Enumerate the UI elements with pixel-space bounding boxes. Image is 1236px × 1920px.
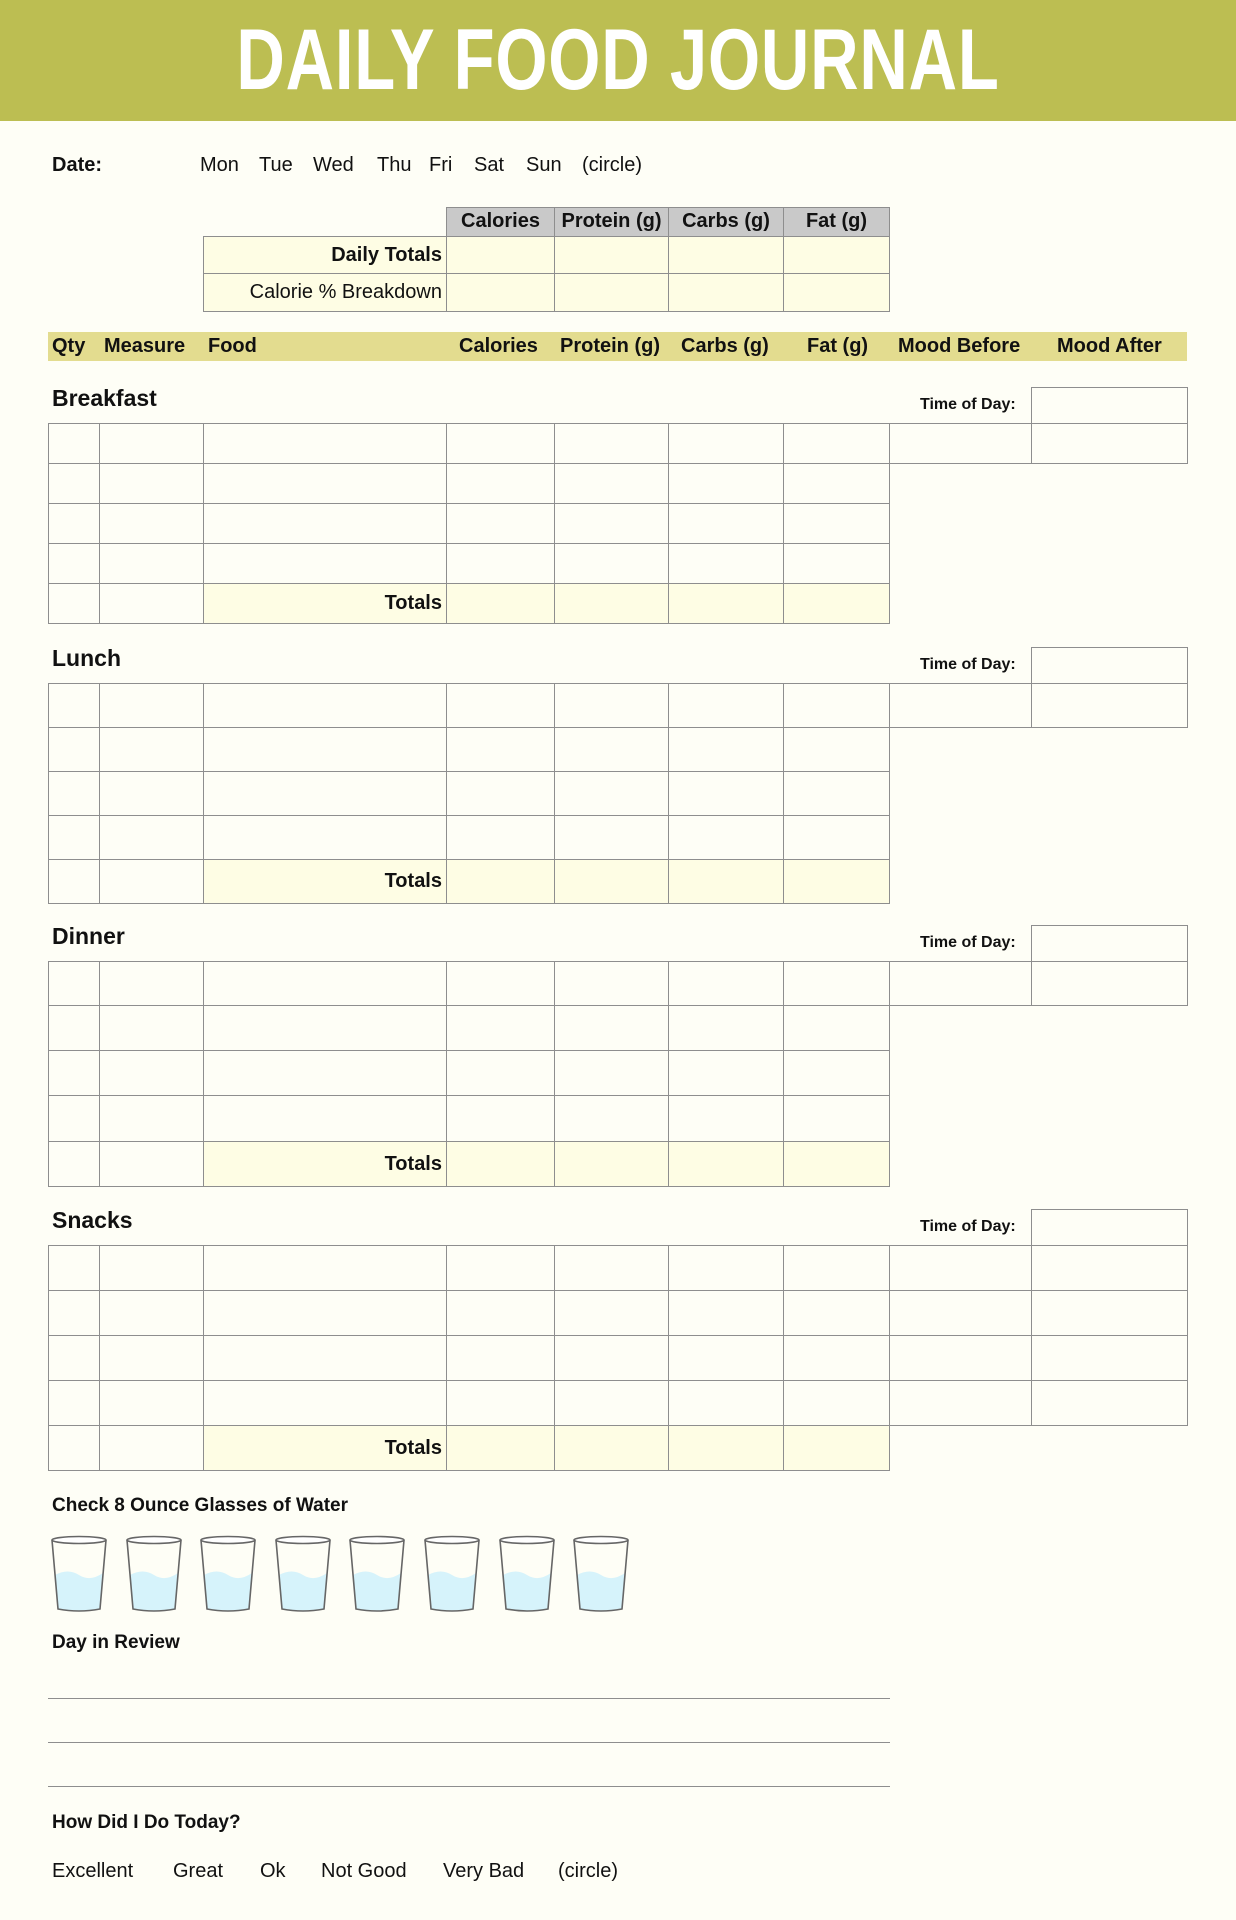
table-cell[interactable] xyxy=(99,771,204,816)
col-qty: Qty xyxy=(52,335,86,357)
totals-cell[interactable] xyxy=(783,1425,890,1471)
table-cell[interactable] xyxy=(668,503,784,544)
totals-cell[interactable] xyxy=(668,859,784,904)
table-cell[interactable] xyxy=(668,1290,784,1336)
table-cell[interactable] xyxy=(889,1245,1032,1291)
summary-row-daily-totals xyxy=(203,236,447,274)
table-cell[interactable] xyxy=(1031,1290,1188,1336)
table-cell[interactable] xyxy=(1031,1245,1188,1291)
table-cell[interactable] xyxy=(48,543,100,584)
table-cell[interactable] xyxy=(668,961,784,1006)
review-line[interactable] xyxy=(48,1698,890,1699)
table-cell[interactable] xyxy=(668,1335,784,1381)
table-cell[interactable] xyxy=(446,423,555,464)
water-glass-icon[interactable] xyxy=(498,1535,556,1613)
table-cell[interactable] xyxy=(889,1290,1032,1336)
table-cell[interactable] xyxy=(446,543,555,584)
rating-circle-note: (circle) xyxy=(558,1860,618,1882)
table-cell[interactable] xyxy=(446,503,555,544)
table-cell[interactable] xyxy=(99,503,204,544)
water-glass-icon[interactable] xyxy=(274,1535,332,1613)
totals-cell[interactable] xyxy=(783,1141,890,1187)
table-cell[interactable] xyxy=(99,1095,204,1142)
summary-cell-calorie-breakdown-carbs[interactable] xyxy=(668,273,784,312)
table-cell[interactable] xyxy=(99,1380,204,1426)
totals-cell[interactable] xyxy=(48,1141,100,1187)
time-of-day-input[interactable] xyxy=(1031,1209,1188,1246)
table-cell[interactable] xyxy=(446,1095,555,1142)
table-cell[interactable] xyxy=(99,1245,204,1291)
table-cell[interactable] xyxy=(48,423,100,464)
water-glass-icon[interactable] xyxy=(199,1535,257,1613)
totals-cell[interactable] xyxy=(48,859,100,904)
col-mood-before: Mood Before xyxy=(898,335,1021,357)
col-carbs: Carbs (g) xyxy=(681,335,769,357)
table-cell[interactable] xyxy=(554,1335,669,1381)
summary-cell-calorie-breakdown-fat[interactable] xyxy=(783,273,890,312)
summary-header-protein: Protein (g) xyxy=(554,207,669,237)
day-tue[interactable]: Tue xyxy=(259,154,293,176)
table-cell[interactable] xyxy=(1031,683,1188,728)
table-cell[interactable] xyxy=(203,1380,447,1426)
totals-label: Totals xyxy=(384,592,442,614)
review-line[interactable] xyxy=(48,1786,890,1787)
table-cell[interactable] xyxy=(554,683,669,728)
table-cell[interactable] xyxy=(446,683,555,728)
title-banner xyxy=(0,0,1236,121)
table-cell[interactable] xyxy=(99,815,204,860)
day-mon[interactable]: Mon xyxy=(200,154,239,176)
water-glass-icon[interactable] xyxy=(348,1535,406,1613)
table-cell[interactable] xyxy=(48,463,100,504)
table-cell[interactable] xyxy=(668,683,784,728)
table-cell[interactable] xyxy=(668,727,784,772)
summary-cell-daily-totals-carbs[interactable] xyxy=(668,236,784,274)
table-cell[interactable] xyxy=(446,771,555,816)
totals-cell[interactable] xyxy=(668,1425,784,1471)
totals-cell[interactable] xyxy=(668,1141,784,1187)
table-cell[interactable] xyxy=(446,727,555,772)
summary-row-label: Calorie % Breakdown xyxy=(249,281,442,303)
day-fri[interactable]: Fri xyxy=(429,154,453,176)
col-protein: Protein (g) xyxy=(560,335,660,357)
table-cell[interactable] xyxy=(889,961,1032,1006)
totals-cell[interactable] xyxy=(783,859,890,904)
table-cell[interactable] xyxy=(203,1290,447,1336)
water-glass-icon[interactable] xyxy=(572,1535,630,1613)
table-cell[interactable] xyxy=(446,1005,555,1051)
table-cell[interactable] xyxy=(889,423,1032,464)
totals-cell[interactable] xyxy=(446,1425,555,1471)
table-cell[interactable] xyxy=(668,1380,784,1426)
table-cell[interactable] xyxy=(203,503,447,544)
totals-cell[interactable] xyxy=(446,583,555,624)
totals-label-cell xyxy=(203,583,447,624)
summary-row-label: Daily Totals xyxy=(331,244,442,266)
table-cell[interactable] xyxy=(48,1050,100,1096)
time-of-day-input[interactable] xyxy=(1031,387,1188,424)
table-cell[interactable] xyxy=(99,463,204,504)
table-cell[interactable] xyxy=(783,463,890,504)
table-cell[interactable] xyxy=(554,1380,669,1426)
table-cell[interactable] xyxy=(99,423,204,464)
table-cell[interactable] xyxy=(203,1095,447,1142)
table-cell[interactable] xyxy=(554,423,669,464)
table-cell[interactable] xyxy=(48,771,100,816)
table-cell[interactable] xyxy=(783,961,890,1006)
table-cell[interactable] xyxy=(48,961,100,1006)
time-of-day-input[interactable] xyxy=(1031,647,1188,684)
table-cell[interactable] xyxy=(668,1095,784,1142)
column-header-bar xyxy=(48,332,1187,361)
summary-cell-daily-totals-fat[interactable] xyxy=(783,236,890,274)
table-cell[interactable] xyxy=(783,1245,890,1291)
review-label: Day in Review xyxy=(52,1632,180,1653)
totals-cell[interactable] xyxy=(554,583,669,624)
table-cell[interactable] xyxy=(668,1050,784,1096)
totals-cell[interactable] xyxy=(99,583,204,624)
table-cell[interactable] xyxy=(1031,423,1188,464)
col-fat: Fat (g) xyxy=(807,335,869,357)
table-cell[interactable] xyxy=(554,1095,669,1142)
table-cell[interactable] xyxy=(1031,961,1188,1006)
table-cell[interactable] xyxy=(554,771,669,816)
rating-not-good[interactable]: Not Good xyxy=(321,1860,407,1882)
table-cell[interactable] xyxy=(668,771,784,816)
day-thu[interactable]: Thu xyxy=(377,154,412,176)
summary-cell-daily-totals-calories[interactable] xyxy=(446,236,555,274)
table-cell[interactable] xyxy=(554,1290,669,1336)
table-cell[interactable] xyxy=(446,1335,555,1381)
water-glass-icon[interactable] xyxy=(50,1535,108,1613)
totals-cell[interactable] xyxy=(446,1141,555,1187)
table-cell[interactable] xyxy=(99,683,204,728)
table-cell[interactable] xyxy=(48,1095,100,1142)
table-cell[interactable] xyxy=(99,1005,204,1051)
table-cell[interactable] xyxy=(446,1290,555,1336)
totals-label: Totals xyxy=(384,870,442,892)
table-cell[interactable] xyxy=(783,543,890,584)
meal-title-snacks: Snacks xyxy=(52,1207,133,1233)
totals-label-cell xyxy=(203,1425,447,1471)
day-sat[interactable]: Sat xyxy=(474,154,505,176)
table-cell[interactable] xyxy=(668,815,784,860)
summary-cell-calorie-breakdown-protein[interactable] xyxy=(554,273,669,312)
totals-label-cell xyxy=(203,859,447,904)
time-of-day-input[interactable] xyxy=(1031,925,1188,962)
table-cell[interactable] xyxy=(203,543,447,584)
table-cell[interactable] xyxy=(783,1380,890,1426)
table-cell[interactable] xyxy=(1031,1335,1188,1381)
table-cell[interactable] xyxy=(48,683,100,728)
table-cell[interactable] xyxy=(203,1245,447,1291)
table-cell[interactable] xyxy=(203,1005,447,1051)
rating-label: How Did I Do Today? xyxy=(52,1812,241,1833)
table-cell[interactable] xyxy=(203,727,447,772)
table-cell[interactable] xyxy=(48,815,100,860)
table-cell[interactable] xyxy=(668,1005,784,1051)
summary-header-carbs: Carbs (g) xyxy=(668,207,784,237)
table-cell[interactable] xyxy=(446,1380,555,1426)
table-cell[interactable] xyxy=(203,815,447,860)
time-of-day-label: Time of Day: xyxy=(920,396,1016,413)
water-glass-icon[interactable] xyxy=(125,1535,183,1613)
totals-cell[interactable] xyxy=(668,583,784,624)
table-cell[interactable] xyxy=(48,1380,100,1426)
totals-cell[interactable] xyxy=(99,1141,204,1187)
col-food: Food xyxy=(208,335,257,357)
table-cell[interactable] xyxy=(554,727,669,772)
table-cell[interactable] xyxy=(554,961,669,1006)
table-cell[interactable] xyxy=(99,727,204,772)
table-cell[interactable] xyxy=(668,543,784,584)
page-title: DAILY FOOD JOURNAL xyxy=(236,12,1000,108)
day-sun[interactable]: Sun xyxy=(526,154,562,176)
rating-great[interactable]: Great xyxy=(173,1860,224,1882)
table-cell[interactable] xyxy=(783,683,890,728)
table-cell[interactable] xyxy=(554,463,669,504)
table-cell[interactable] xyxy=(203,1335,447,1381)
totals-cell[interactable] xyxy=(783,583,890,624)
table-cell[interactable] xyxy=(203,423,447,464)
meal-title-lunch: Lunch xyxy=(52,645,121,671)
totals-label: Totals xyxy=(384,1153,442,1175)
table-cell[interactable] xyxy=(783,1050,890,1096)
table-cell[interactable] xyxy=(446,1245,555,1291)
table-cell[interactable] xyxy=(48,1005,100,1051)
meal-title-breakfast: Breakfast xyxy=(52,385,157,411)
table-cell[interactable] xyxy=(889,1335,1032,1381)
table-cell[interactable] xyxy=(668,463,784,504)
totals-cell[interactable] xyxy=(554,859,669,904)
table-cell[interactable] xyxy=(99,1335,204,1381)
totals-label: Totals xyxy=(384,1437,442,1459)
table-cell[interactable] xyxy=(783,1335,890,1381)
rating-excellent[interactable]: Excellent xyxy=(52,1860,134,1882)
table-cell[interactable] xyxy=(446,961,555,1006)
summary-header-calories: Calories xyxy=(446,207,555,237)
totals-cell[interactable] xyxy=(554,1425,669,1471)
totals-cell[interactable] xyxy=(48,1425,100,1471)
table-cell[interactable] xyxy=(889,683,1032,728)
totals-cell[interactable] xyxy=(99,859,204,904)
day-wed[interactable]: Wed xyxy=(313,154,354,176)
table-cell[interactable] xyxy=(99,543,204,584)
table-cell[interactable] xyxy=(668,423,784,464)
table-cell[interactable] xyxy=(554,815,669,860)
col-calories: Calories xyxy=(459,335,538,357)
time-of-day-label: Time of Day: xyxy=(920,934,1016,951)
totals-cell[interactable] xyxy=(48,583,100,624)
table-cell[interactable] xyxy=(99,961,204,1006)
table-cell[interactable] xyxy=(783,503,890,544)
table-cell[interactable] xyxy=(783,423,890,464)
review-line[interactable] xyxy=(48,1742,890,1743)
time-of-day-label: Time of Day: xyxy=(920,656,1016,673)
table-cell[interactable] xyxy=(446,1050,555,1096)
table-cell[interactable] xyxy=(783,1005,890,1051)
table-cell[interactable] xyxy=(554,503,669,544)
col-measure: Measure xyxy=(104,335,186,357)
table-cell[interactable] xyxy=(48,503,100,544)
totals-cell[interactable] xyxy=(554,1141,669,1187)
summary-header-fat: Fat (g) xyxy=(783,207,890,237)
table-cell[interactable] xyxy=(48,1335,100,1381)
summary-row-calorie-breakdown xyxy=(203,273,447,312)
table-cell[interactable] xyxy=(203,683,447,728)
table-cell[interactable] xyxy=(668,1245,784,1291)
summary-cell-daily-totals-protein[interactable] xyxy=(554,236,669,274)
table-cell[interactable] xyxy=(48,1290,100,1336)
rating-ok[interactable]: Ok xyxy=(260,1860,286,1882)
table-cell[interactable] xyxy=(783,1095,890,1142)
table-cell[interactable] xyxy=(554,1245,669,1291)
table-cell[interactable] xyxy=(783,815,890,860)
table-cell[interactable] xyxy=(783,727,890,772)
table-cell[interactable] xyxy=(889,1380,1032,1426)
table-cell[interactable] xyxy=(203,961,447,1006)
date-label: Date: xyxy=(52,154,103,176)
table-cell[interactable] xyxy=(554,1050,669,1096)
table-cell[interactable] xyxy=(203,463,447,504)
table-cell[interactable] xyxy=(554,543,669,584)
summary-cell-calorie-breakdown-calories[interactable] xyxy=(446,273,555,312)
rating-very-bad[interactable]: Very Bad xyxy=(443,1860,525,1882)
table-cell[interactable] xyxy=(48,1245,100,1291)
water-label: Check 8 Ounce Glasses of Water xyxy=(52,1495,349,1516)
table-cell[interactable] xyxy=(203,771,447,816)
table-cell[interactable] xyxy=(554,1005,669,1051)
totals-cell[interactable] xyxy=(446,859,555,904)
table-cell[interactable] xyxy=(48,727,100,772)
col-mood-after: Mood After xyxy=(1057,335,1162,357)
table-cell[interactable] xyxy=(203,1050,447,1096)
meal-title-dinner: Dinner xyxy=(52,923,125,949)
table-cell[interactable] xyxy=(99,1290,204,1336)
totals-label-cell xyxy=(203,1141,447,1187)
totals-cell[interactable] xyxy=(99,1425,204,1471)
table-cell[interactable] xyxy=(99,1050,204,1096)
water-glass-icon[interactable] xyxy=(423,1535,481,1613)
table-cell[interactable] xyxy=(783,1290,890,1336)
table-cell[interactable] xyxy=(446,815,555,860)
day-circle-note: (circle) xyxy=(582,154,642,176)
table-cell[interactable] xyxy=(783,771,890,816)
table-cell[interactable] xyxy=(1031,1380,1188,1426)
time-of-day-label: Time of Day: xyxy=(920,1218,1016,1235)
table-cell[interactable] xyxy=(446,463,555,504)
